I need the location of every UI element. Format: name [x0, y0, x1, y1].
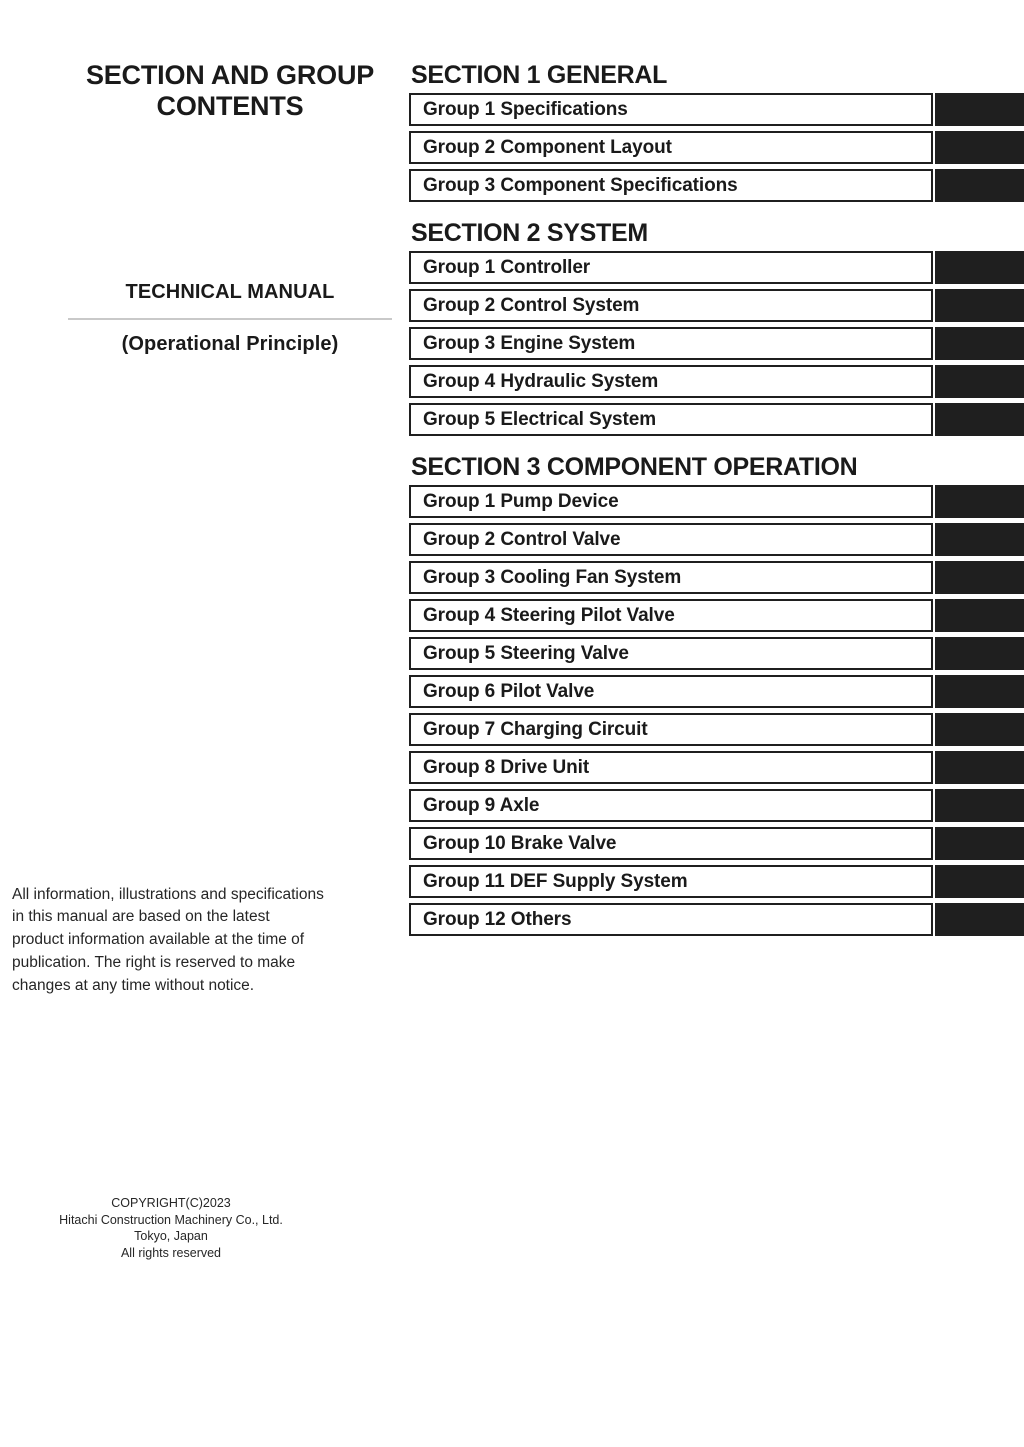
group-label: Group 3 Component Specifications: [423, 174, 738, 196]
section-heading: SECTION 2 SYSTEM: [411, 219, 648, 247]
copyright-line-2: Hitachi Construction Machinery Co., Ltd.: [59, 1212, 283, 1227]
group-label-box[interactable]: [409, 251, 933, 284]
group-row[interactable]: [409, 599, 1024, 632]
group-label: Group 1 Pump Device: [423, 490, 619, 512]
section-thumb-tab: [935, 327, 1024, 360]
group-row[interactable]: [409, 561, 1024, 594]
group-row[interactable]: [409, 675, 1024, 708]
section-thumb-tab: [935, 169, 1024, 202]
section-thumb-tab: [935, 903, 1024, 936]
group-label: Group 3 Engine System: [423, 332, 636, 354]
group-label: Group 2 Component Layout: [423, 136, 672, 158]
sections-list: [409, 62, 1024, 941]
group-label-box[interactable]: [409, 599, 933, 632]
copyright-line-1: COPYRIGHT(C)2023: [111, 1196, 231, 1210]
group-row[interactable]: [409, 713, 1024, 746]
section-thumb-tab: [935, 251, 1024, 284]
group-row[interactable]: [409, 865, 1024, 898]
copyright-block: [26, 1195, 316, 1262]
section-thumb-tab: [935, 599, 1024, 632]
group-label-box[interactable]: [409, 403, 933, 436]
section-thumb-tab: [935, 365, 1024, 398]
group-label: Group 4 Steering Pilot Valve: [423, 604, 675, 626]
section-thumb-tab: [935, 93, 1024, 126]
group-row[interactable]: [409, 903, 1024, 936]
left-column: [62, 60, 398, 356]
manual-divider: [68, 318, 392, 320]
group-label: Group 2 Control System: [423, 294, 640, 316]
section-thumb-tab: [935, 675, 1024, 708]
group-label-box[interactable]: [409, 751, 933, 784]
section-thumb-tab: [935, 131, 1024, 164]
group-label-box[interactable]: [409, 827, 933, 860]
section-heading: SECTION 1 GENERAL: [411, 61, 668, 89]
group-label: Group 9 Axle: [423, 794, 540, 816]
group-label-box[interactable]: [409, 365, 933, 398]
section-thumb-tab: [935, 289, 1024, 322]
section-thumb-tab: [935, 485, 1024, 518]
section-thumb-tab: [935, 713, 1024, 746]
group-row[interactable]: [409, 327, 1024, 360]
group-label: Group 1 Controller: [423, 256, 591, 278]
section-thumb-tab: [935, 637, 1024, 670]
group-row[interactable]: [409, 403, 1024, 436]
group-label-box[interactable]: [409, 93, 933, 126]
group-label-box[interactable]: [409, 523, 933, 556]
group-label-box[interactable]: [409, 865, 933, 898]
group-label-box[interactable]: [409, 713, 933, 746]
group-label: Group 10 Brake Valve: [423, 832, 617, 854]
group-row[interactable]: [409, 827, 1024, 860]
group-label-box[interactable]: [409, 327, 933, 360]
group-label-box[interactable]: [409, 289, 933, 322]
page-title: SECTION AND GROUP CONTENTS: [85, 60, 375, 121]
group-label: Group 1 Specifications: [423, 98, 628, 120]
group-row[interactable]: [409, 485, 1024, 518]
group-row[interactable]: [409, 789, 1024, 822]
group-row[interactable]: [409, 637, 1024, 670]
group-label: Group 5 Steering Valve: [423, 642, 629, 664]
group-label: Group 6 Pilot Valve: [423, 680, 595, 702]
group-label-box[interactable]: [409, 789, 933, 822]
group-label: Group 4 Hydraulic System: [423, 370, 659, 392]
disclaimer-text: All information, illustrations and specifications in this manual are based on the latest product information available at the time of publication. The right is reserved to make changes at any time without notice.: [12, 885, 324, 994]
group-row[interactable]: [409, 93, 1024, 126]
section-heading: SECTION 3 COMPONENT OPERATION: [411, 453, 858, 481]
group-row[interactable]: [409, 365, 1024, 398]
group-row[interactable]: [409, 169, 1024, 202]
section-thumb-tab: [935, 827, 1024, 860]
section-thumb-tab: [935, 561, 1024, 594]
group-label-box[interactable]: [409, 637, 933, 670]
group-label-box[interactable]: [409, 485, 933, 518]
group-label: Group 3 Cooling Fan System: [423, 566, 682, 588]
copyright-line-3: Tokyo, Japan: [134, 1229, 208, 1244]
manual-title: TECHNICAL MANUAL: [125, 281, 335, 303]
group-label: Group 7 Charging Circuit: [423, 718, 648, 740]
manual-subtitle: (Operational Principle): [121, 333, 339, 355]
group-label: Group 2 Control Valve: [423, 528, 621, 550]
copyright-line-4: All rights reserved: [120, 1245, 222, 1260]
group-label: Group 8 Drive Unit: [423, 756, 590, 778]
section-thumb-tab: [935, 865, 1024, 898]
group-label: Group 12 Others: [423, 908, 572, 930]
group-label-box[interactable]: [409, 561, 933, 594]
section-thumb-tab: [935, 403, 1024, 436]
group-row[interactable]: [409, 523, 1024, 556]
section-block: [409, 454, 1024, 936]
group-label-box[interactable]: [409, 675, 933, 708]
section-block: [409, 220, 1024, 436]
section-thumb-tab: [935, 523, 1024, 556]
group-label-box[interactable]: [409, 903, 933, 936]
group-label-box[interactable]: [409, 131, 933, 164]
group-row[interactable]: [409, 289, 1024, 322]
section-thumb-tab: [935, 789, 1024, 822]
section-thumb-tab: [935, 751, 1024, 784]
section-block: [409, 62, 1024, 202]
manual-identification-block: [62, 281, 398, 356]
group-label: Group 5 Electrical System: [423, 408, 656, 430]
group-row[interactable]: [409, 251, 1024, 284]
group-row[interactable]: [409, 751, 1024, 784]
group-label: Group 11 DEF Supply System: [423, 870, 688, 892]
group-label-box[interactable]: [409, 169, 933, 202]
group-row[interactable]: [409, 131, 1024, 164]
